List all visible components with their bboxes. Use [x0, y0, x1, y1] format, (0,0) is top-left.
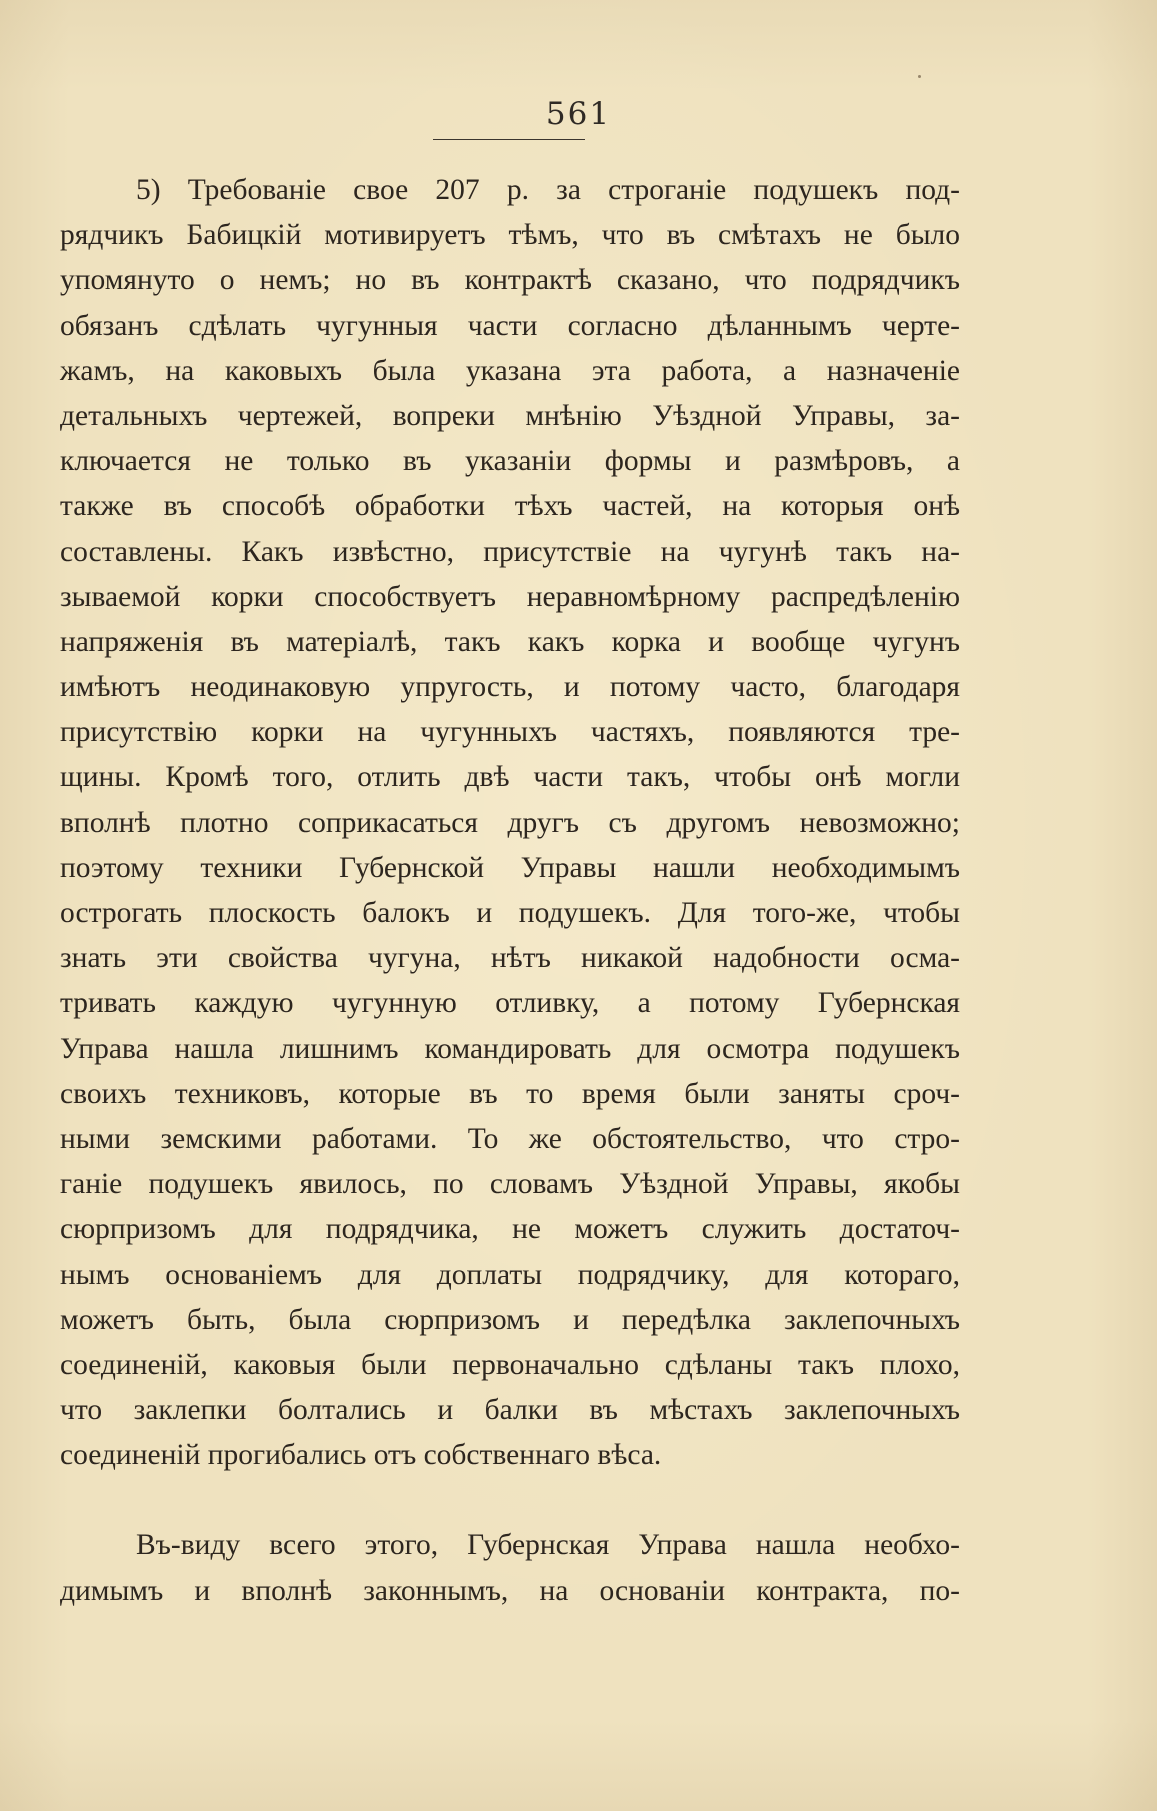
text-line: тривать каждую чугунную отливку, а потому Губернская: [60, 987, 960, 1020]
text-line: можетъ быть, была сюрпризомъ и передѣлка заклепочныхъ: [60, 1303, 960, 1336]
paper-speck: [918, 75, 921, 78]
text-line: нымъ основаніемъ для доплаты подрядчику, для котораго,: [60, 1258, 960, 1291]
text-line: обязанъ сдѣлать чугунныя части согласно дѣланнымъ черте-: [60, 309, 960, 342]
text-line: вполнѣ плотно соприкасаться другъ съ другомъ невозможно;: [60, 806, 960, 839]
text-line: ганіе подушекъ явилось, по словамъ Уѣздной Управы, якобы: [60, 1168, 960, 1201]
text-line: детальныхъ чертежей, вопреки мнѣнію Уѣздной Управы, за-: [60, 399, 960, 432]
text-line: знать эти свойства чугуна, нѣтъ никакой надобности осма-: [60, 942, 960, 975]
text-line: сюрпризомъ для подрядчика, не можетъ служить достаточ-: [60, 1213, 960, 1246]
text-line: что заклепки болтались и балки въ мѣстахъ заклепочныхъ: [60, 1394, 960, 1427]
text-line: имѣютъ неодинаковую упругость, и потому часто, благодаря: [60, 671, 960, 704]
text-line: составлены. Какъ извѣстно, присутствіе на чугунѣ такъ на-: [60, 535, 960, 568]
text-line: жамъ, на каковыхъ была указана эта работа, а назначеніе: [60, 354, 960, 387]
text-line: Управа нашла лишнимъ командировать для осмотра подушекъ: [60, 1032, 960, 1065]
text-line: острогать плоскость балокъ и подушекъ. Для того-же, чтобы: [60, 897, 960, 929]
text-line: рядчикъ Бабицкій мотивируетъ тѣмъ, что въ смѣтахъ не было: [60, 219, 960, 252]
paragraph-1: [60, 168, 960, 1478]
text-line: поэтому техники Губернской Управы нашли необходимымъ: [60, 851, 960, 884]
text-line: упомянуто о немъ; но въ контрактѣ сказано, что подрядчикъ: [60, 264, 960, 297]
paragraph-gap: [60, 1478, 960, 1523]
page-number: 561: [545, 96, 612, 132]
text-line: димымъ и вполнѣ законнымъ, на основаніи контракта, по-: [60, 1574, 960, 1607]
page-header: [0, 96, 1157, 132]
text-line: напряженія въ матеріалѣ, такъ какъ корка и вообще чугунъ: [60, 625, 960, 658]
header-rule: [433, 139, 585, 140]
text-line: Въ-виду всего этого, Губернская Управа нашла необхо-: [136, 1529, 960, 1562]
text-line: своихъ техниковъ, которые въ то время были заняты сроч-: [60, 1077, 960, 1110]
text-line: зываемой корки способствуетъ неравномѣрному распредѣленію: [60, 580, 960, 613]
text-line: соединеній, каковыя были первоначально сдѣланы такъ плохо,: [60, 1348, 960, 1381]
text-line: ными земскими работами. То же обстоятельство, что стро-: [60, 1122, 960, 1155]
text-line: также въ способѣ обработки тѣхъ частей, на которыя онѣ: [60, 490, 960, 523]
body-text: [60, 168, 960, 1614]
text-line: 5) Требованіе свое 207 р. за строганіе подушекъ под-: [136, 174, 960, 206]
text-line: щины. Кромѣ того, отлить двѣ части такъ, чтобы онѣ могли: [60, 761, 960, 794]
paragraph-2: [60, 1523, 960, 1613]
text-line: соединеній прогибались отъ собственнаго вѣса.: [60, 1439, 662, 1472]
text-line: присутствію корки на чугунныхъ частяхъ, появляются тре-: [60, 716, 960, 749]
text-line: ключается не только въ указаніи формы и размѣровъ, а: [60, 445, 960, 478]
